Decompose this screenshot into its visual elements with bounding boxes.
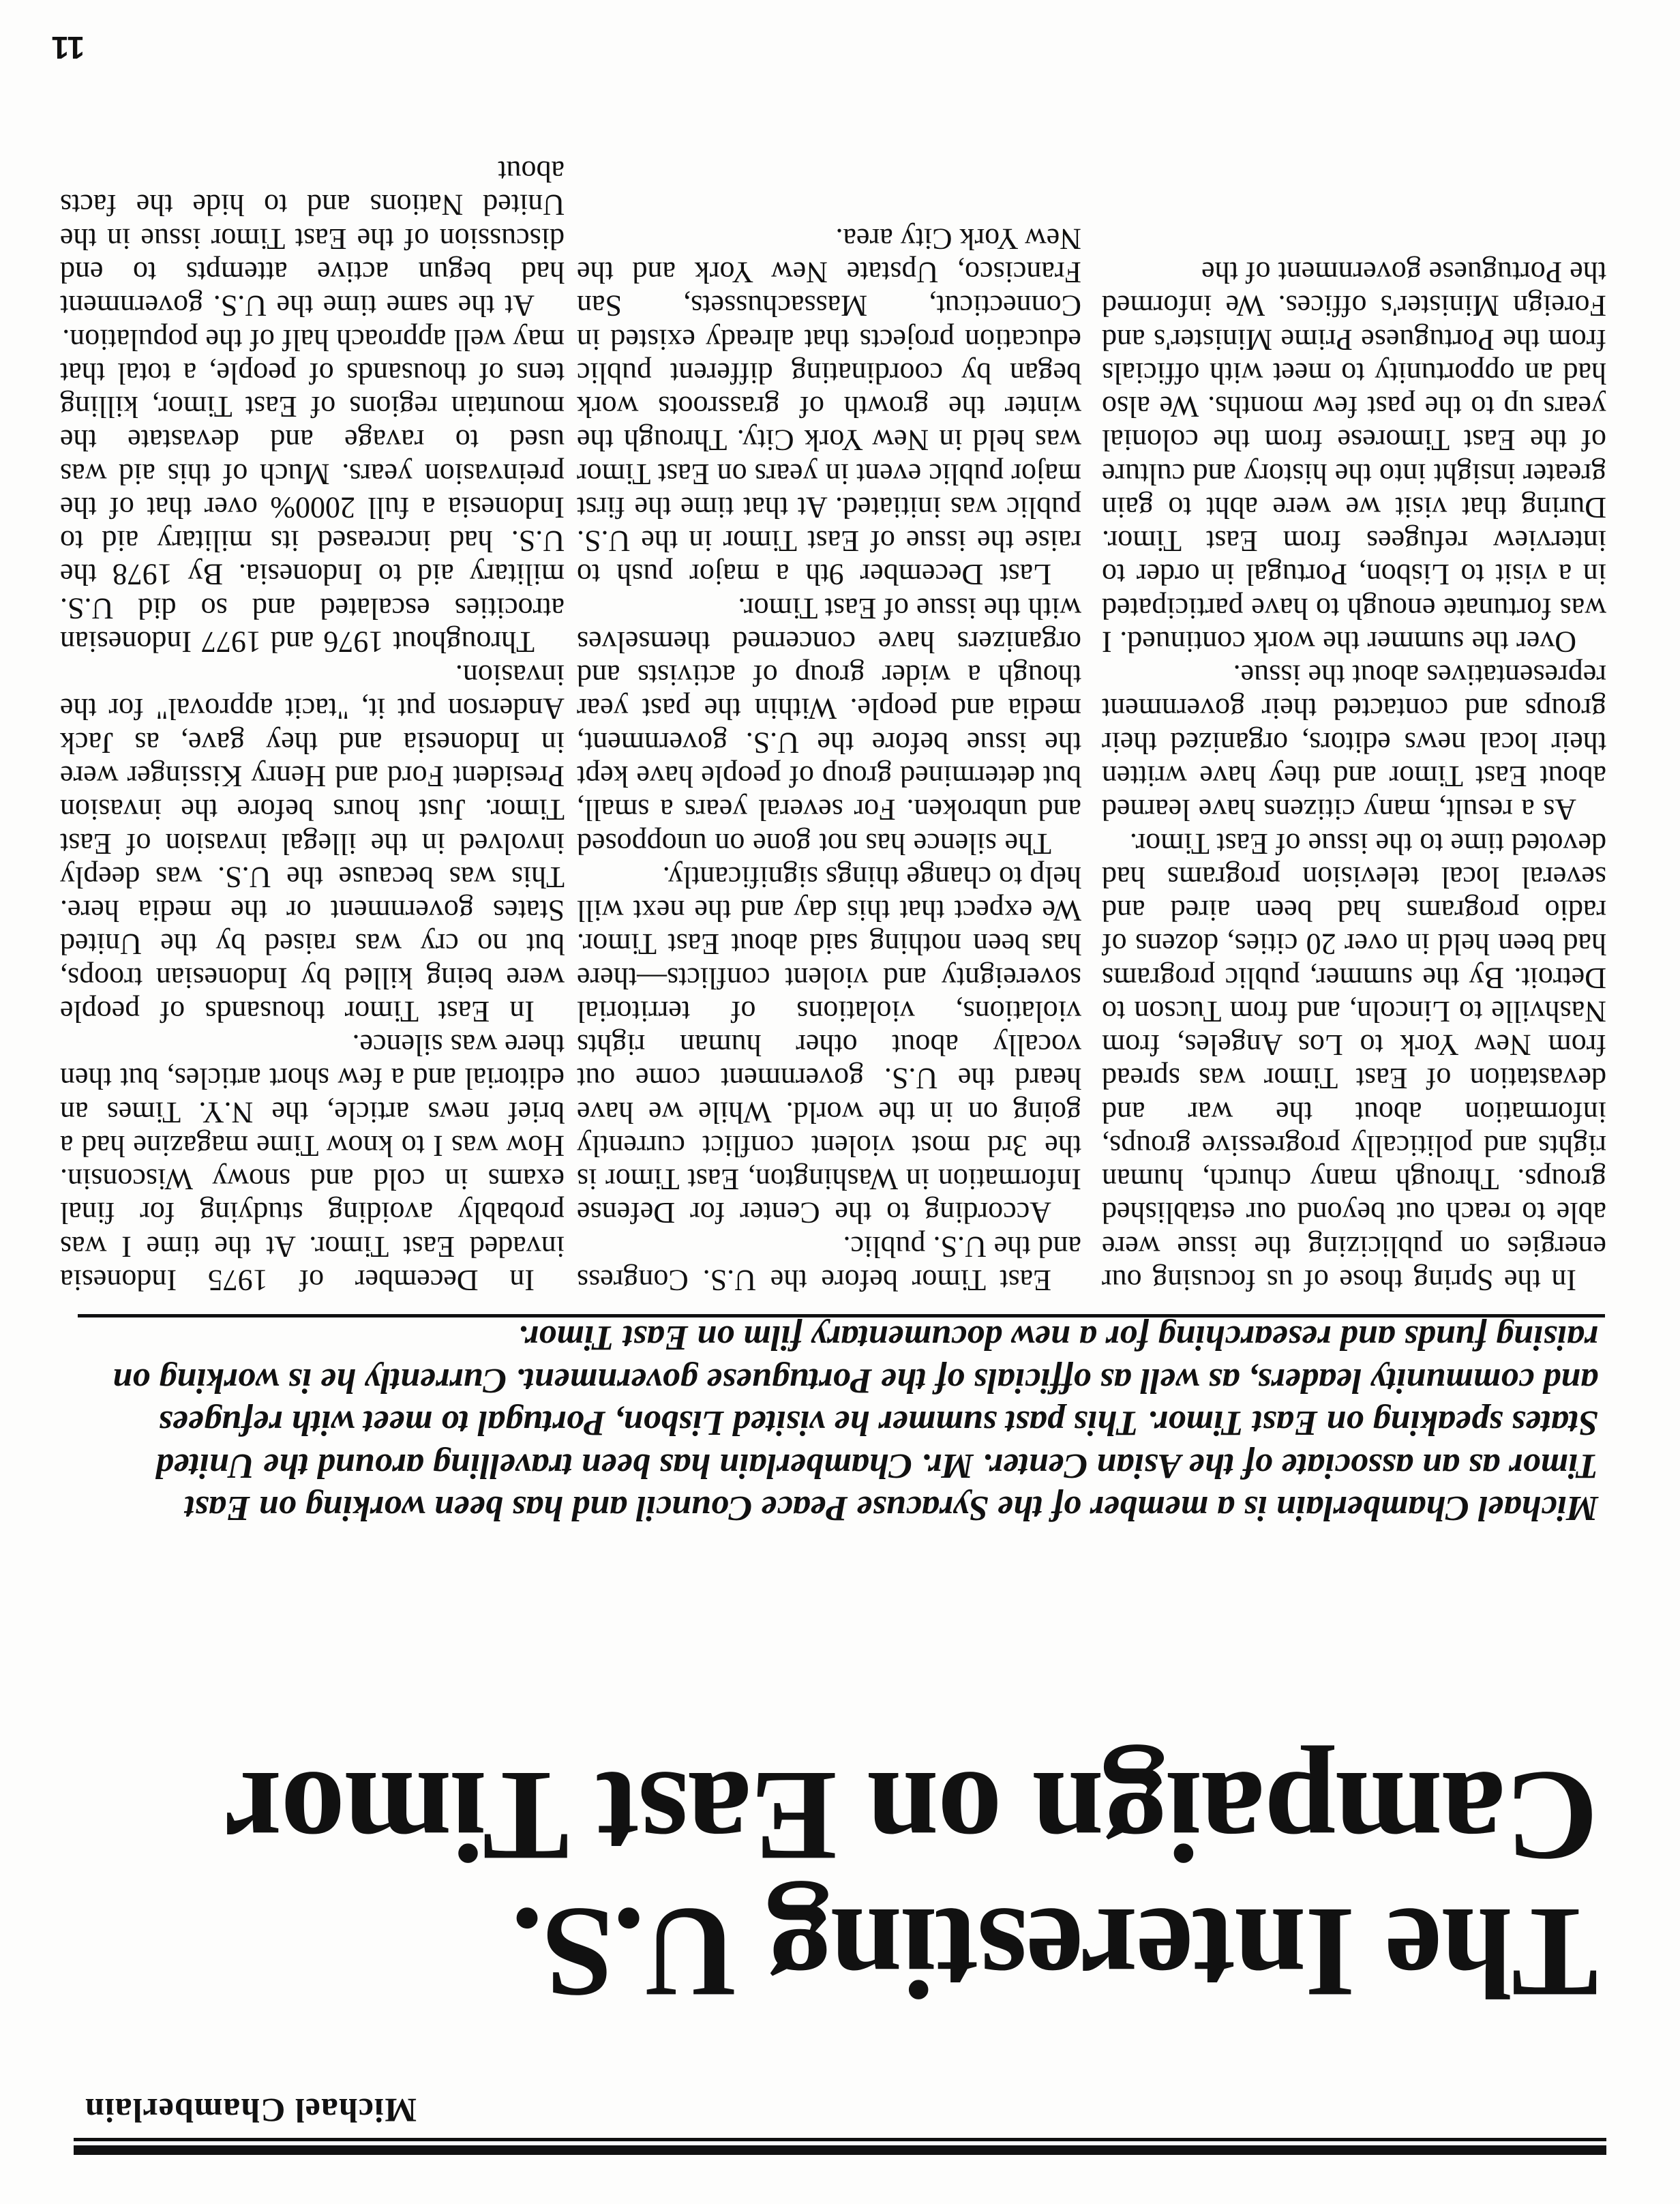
paragraph: In East Timor thousands of people were being killed by Indonesian troops, but no cry was raised by the United States government or the media here. This was because the U.S. was deeply involved in the illegal invasion of East Timor. Just hours before the invasion President Ford and Henry Kissinger were in Indonesia and they gave, as Jack Anderson put it, "tacit approval" for the invasion. [60, 659, 565, 1028]
paragraph: As a result, many citizens have learned about East Timor and they have written their local news editors, organized their groups and contacted their government representatives about the issue. [1102, 659, 1606, 827]
paragraph: The silence has not gone on unopposed and unbroken. For several years a small, but determined group of people have kept the issue before the U.S. government, media and people. Within the past year though a wider group of activists and organizers have concerned themselves with the issue of East Timor. [577, 591, 1081, 861]
paragraph: In December of 1975 Indonesia invaded East Timor. At the time I was probably avoiding studying for final exams in cold and snowy Wisconsin. How was I to know Time magazine had a brief news article, the N.Y. Times an editorial and a few short articles, but then there was silence. [60, 1028, 565, 1297]
intro-divider [78, 1314, 1605, 1317]
paragraph: Throughout 1976 and 1977 Indonesian atrocities escalated and so did U.S. military aid to Indonesia. By 1978 the U.S. had increased its military aid to Indonesia a full 2000% over that of the preinvasion years. Much of this aid was used to ravage and devastate the mountain regions of East Timor, killing tens of thousands of people, a total that may well approach half of the population. [60, 323, 565, 659]
body-column-1 [60, 42, 565, 1297]
paragraph: At the same time the U.S. government had begun active attempts to end discussion of the East Timor issue in the United Nations and to hide the facts about [60, 155, 565, 323]
author-intro: Michael Chamberlain is a member of the Syracuse Peace Council and has been working on East Timor as an associate of the Asian Center. Mr. Chamberlain has been travelling around the United States speaking on East Timor. This past summer he visited Lisbon, Portugal to meet with refugees and community leaders, as well as officials of the Portuguese government. Currently he is working on raising funds and researching for a new documentary film on East Timor. [112, 1318, 1598, 1528]
top-rule-thin [74, 2138, 1606, 2141]
title-line-1: The Interesting U.S. [512, 1881, 1598, 2024]
article-title [85, 1744, 1598, 2024]
paragraph: According to the Center for Defense Information in Washington, East Timor is the 3rd most violent conflict currently going on in the world. While we have heard the U.S. government come out vocally about other human rights violations, violations of territorial sovereignty and violent conflicts—there has been nothing said about East Timor. We expect that this day and the next will help to change things significantly. [577, 860, 1081, 1230]
body-column-2 [577, 42, 1081, 1297]
author-byline: Michael Chamberlain [85, 2091, 417, 2130]
body-column-3 [1102, 42, 1606, 1297]
paragraph: East Timor before the U.S. Congress and the U.S. public. [577, 1230, 1081, 1297]
paragraph: In the Spring those of us focusing our energies on publicizing the issue were able to reach out beyond our established groups. Through many church, human rights and politically progressive groups, information about the war and devastation of East Timor was spread from New York to Los Angeles, from Nashville to Lincoln, and from Tucson to Detroit. By the summer, public programs had been held in over 20 cities, dozens of radio programs had been aired and several local television programs had devoted time to the issue of East Timor. [1102, 827, 1606, 1297]
paragraph: Last December 9th a major push to raise the issue of East Timor in the U.S. public was initiated. At that time the first major public event in years on East Timor was held in New York City. Through the winter the growth of grassroots work began by coordinating different public education projects that already existed in Connecticut, Massachussets, San Francisco, Upstate New York and the New York City area. [577, 222, 1081, 592]
paragraph: Over the summer the work continued. I was fortunate enough to have participated in a visit to Lisbon, Portugal in order to interview refugees from East Timor. During that visit we were abht to gain greater insight into the history and culture of the East Timorese from the colonial years up to the past few months. We also had an opportunity to meet with officials from the Portuguese Prime Minister's and Foreign Minister's offices. We informed the Portuguese government of the [1102, 256, 1606, 659]
top-rule-thick [74, 2145, 1606, 2155]
page-number: 11 [51, 30, 85, 65]
title-line-2: Campaign on East Timor [226, 1744, 1598, 1888]
